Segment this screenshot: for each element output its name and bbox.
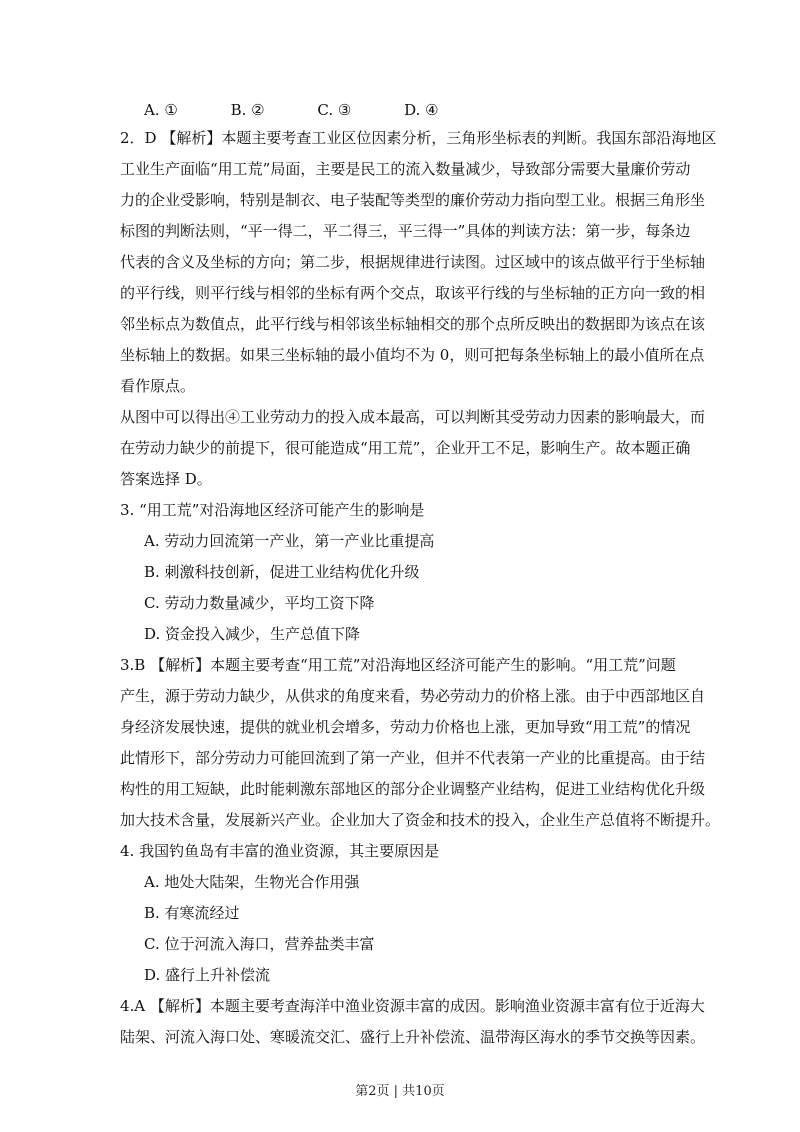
question-4-option-d: D. 盛行上升补偿流: [144, 966, 271, 984]
answer-3-line: 产生，源于劳动力缺少，从供求的角度来看，势必劳动力的价格上涨。由于中西部地区自: [120, 687, 706, 705]
question-3-option-c: C. 劳动力数量减少，平均工资下降: [144, 594, 375, 612]
answer-2-line: 2．D 【解析】本题主要考查工业区位因素分析，三角形坐标表的判断。我国东部沿海地区: [120, 129, 717, 147]
question-3-option-a: A. 劳动力回流第一产业，第一产业比重提高: [144, 532, 435, 550]
question-4-option-a: A. 地处大陆架，生物光合作用强: [144, 873, 360, 891]
page-footer: 第2页 | 共10页: [355, 1084, 445, 1099]
answer-2-line: 工业生产面临“用工荒”局面，主要是民工的流入数量减少，导致部分需要大量廉价劳动: [120, 160, 691, 178]
answer-3-line: 加大技术含量，发展新兴产业。企业加大了资金和技术的投入，企业生产总值将不断提升。: [120, 811, 721, 829]
answer-2-line: 看作原点。: [120, 377, 196, 395]
answer-2-line: 答案选择 D。: [120, 470, 212, 488]
option-b: B. ②: [230, 101, 265, 119]
option-a: A. ①: [144, 101, 178, 119]
answer-3-line: 身经济发展快速，提供的就业机会增多，劳动力价格也上涨，更加导致“用工荒”的情况: [120, 718, 691, 736]
question-4-option-c: C. 位于河流入海口，营养盐类丰富: [144, 935, 375, 953]
answer-2-line: 坐标轴上的数据。如果三坐标轴的最小值均不为 0，则可把每条坐标轴上的最小值所在点: [120, 346, 705, 364]
answer-2-line: 在劳动力缺少的前提下，很可能造成“用工荒”，企业开工不足，影响生产。故本题正确: [120, 439, 691, 457]
answer-2-line: 邻坐标点为数值点，此平行线与相邻该坐标轴相交的那个点所反映出的数据即为该点在该: [120, 315, 706, 333]
answer-3-line: 此情形下，部分劳动力可能回流到了第一产业，但并不代表第一产业的比重提高。由于结: [120, 749, 706, 767]
question-3-option-d: D. 资金投入减少，生产总值下降: [144, 625, 361, 643]
option-d: D. ④: [404, 101, 439, 119]
answer-3-line: 3.B 【解析】本题主要考查“用工荒”对沿海地区经济可能产生的影响。“用工荒”问题: [120, 656, 676, 674]
answer-2-line: 代表的含义及坐标的方向；第二步，根据规律进行读图。过区域中的该点做平行于坐标轴: [120, 253, 706, 271]
answer-2-line: 从图中可以得出④工业劳动力的投入成本最高，可以判断其受劳动力因素的影响最大，而: [120, 408, 706, 426]
answer-4-line: 4.A 【解析】本题主要考查海洋中渔业资源丰富的成因。影响渔业资源丰富有位于近海大: [120, 997, 705, 1015]
question-3-option-b: B. 刺激科技创新，促进工业结构优化升级: [144, 563, 420, 581]
question-4-stem: 4. 我国钓鱼岛有丰富的渔业资源，其主要原因是: [120, 842, 440, 860]
answer-3-line: 构性的用工短缺，此时能刺激东部地区的部分企业调整产业结构，促进工业结构优化升级: [120, 780, 706, 798]
answer-2-line: 标图的判断法则，“平一得二，平二得三，平三得一”具体的判读方法：第一步，每条边: [120, 222, 691, 240]
answer-2-line: 力的企业受影响，特别是制衣、电子装配等类型的廉价劳动力指向型工业。根据三角形坐: [120, 191, 706, 209]
question-3-stem: 3. “用工荒”对沿海地区经济可能产生的影响是: [120, 501, 425, 519]
answer-2-line: 的平行线，则平行线与相邻的坐标有两个交点，取该平行线的与坐标轴的正方向一致的相: [120, 284, 706, 302]
answer-4-line: 陆架、河流入海口处、寒暖流交汇、盛行上升补偿流、温带海区海水的季节交换等因素。: [120, 1028, 706, 1046]
question-4-option-b: B. 有寒流经过: [144, 904, 240, 922]
option-c: C. ③: [317, 101, 352, 119]
q1-options: [144, 100, 487, 120]
